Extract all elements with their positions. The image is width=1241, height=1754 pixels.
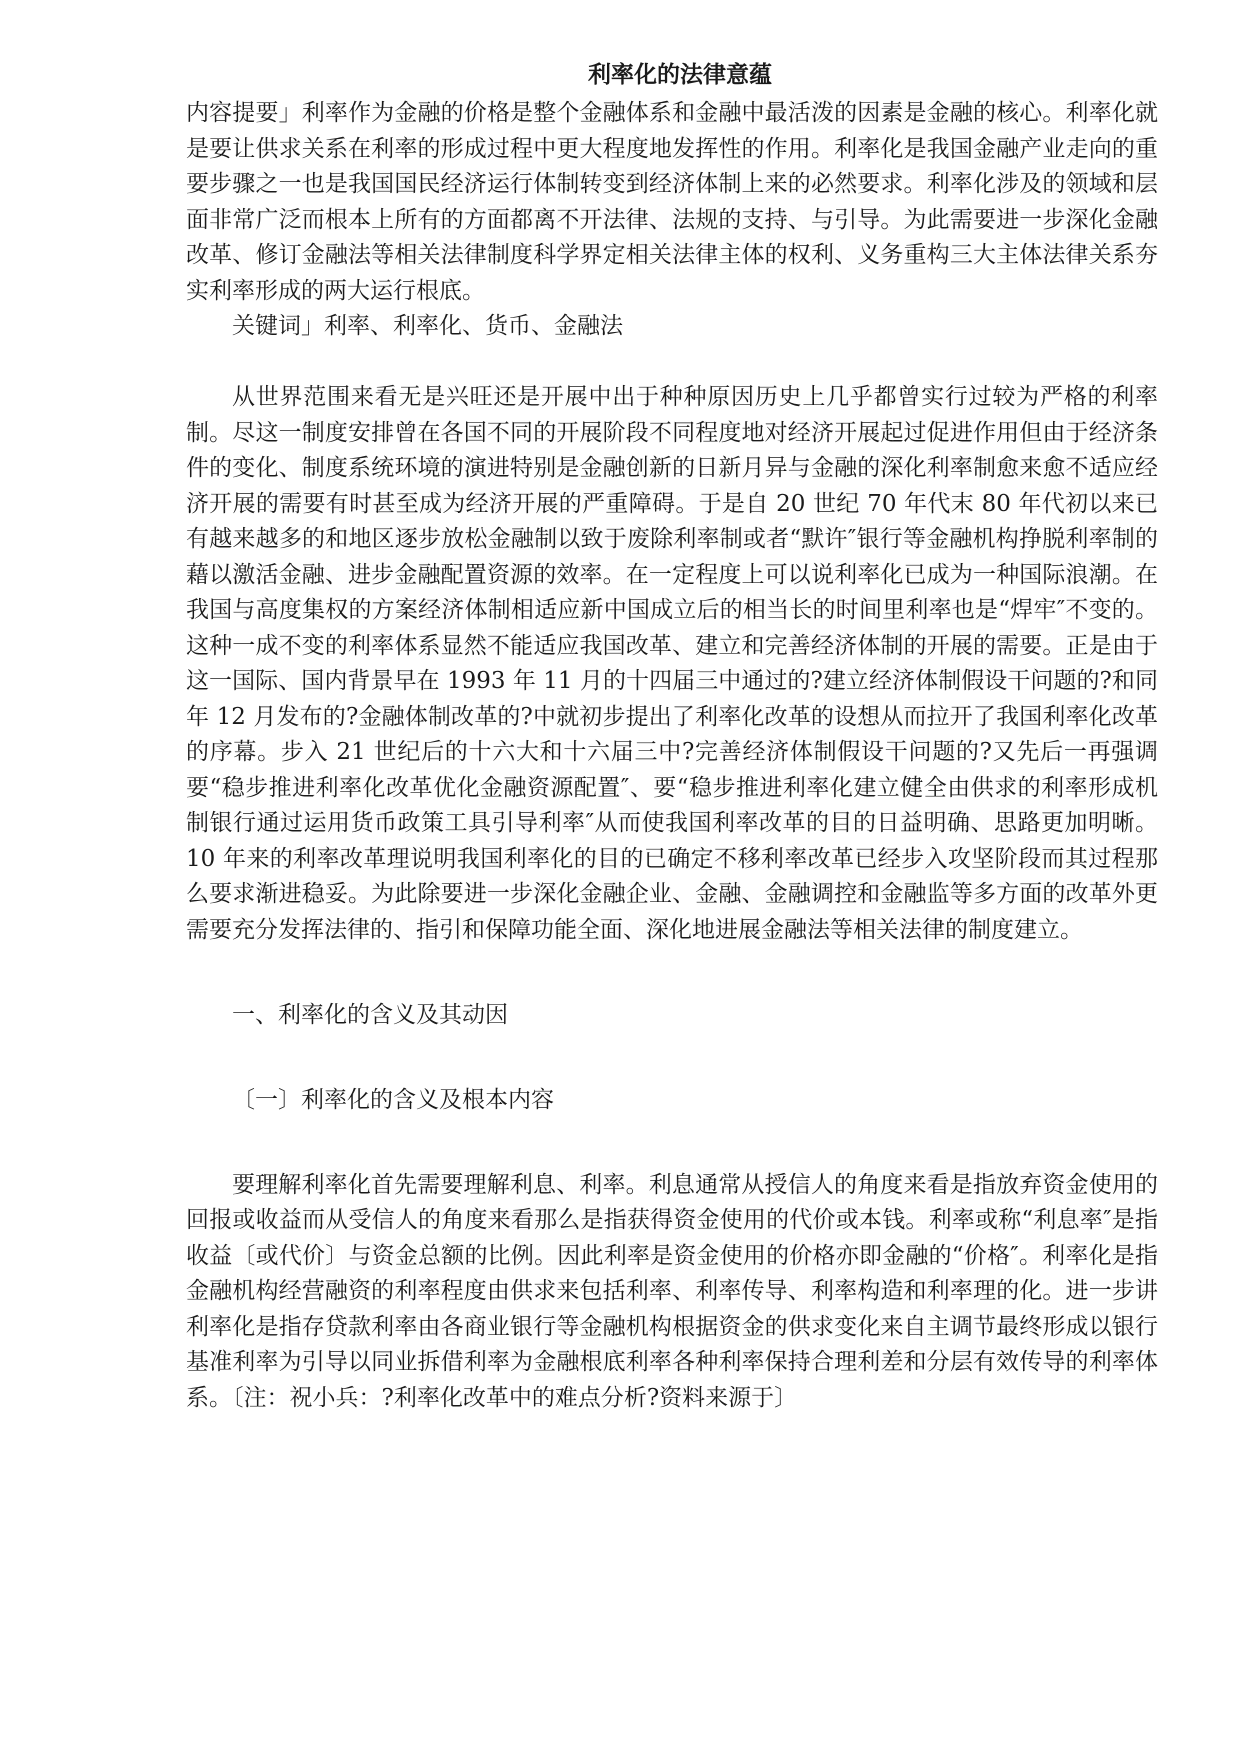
body-paragraph: 要理解利率化首先需要理解利息、利率。利息通常从授信人的角度来看是指放弃资金使用的回报或收益而从受信人的角度来看那么是指获得资金使用的代价或本钱。利率或称“利息率″是指收益〔或代价〕与资金总额的比例。因此利率是资金使用的价格亦即金融的“价格″。利率化是指金融机构经营融资的利率程度由供求来包括利率、利率传导、利率构造和利率理的化。进一步讲利率化是指存贷款利率由各商业银行等金融机构根据资金的供求变化来自主调节最终形成以银行基准利率为引导以同业拆借利率为金融根底利率各种利率保持合理利差和分层有效传导的利率体系。〔注：祝小兵：?利率化改革中的难点分析?资料来源于〕 (186, 1171, 1158, 1411)
abstract-paragraph: 内容提要」利率作为金融的价格是整个金融体系和金融中最活泼的因素是金融的核心。利率化就是要让供求关系在利率的形成过程中更大程度地发挥性的作用。利率化是我国金融产业走向的重要步骤之一也是我国国民经济运行体制转变到经济体制上来的必然要求。利率化涉及的领域和层面非常广泛而根本上所有的方面都离不开法律、法规的支持、与引导。为此需要进一步深化金融改革、修订金融法等相关法律制度科学界定相关法律主体的权利、义务重构三大主体法律关系夯实利率形成的两大运行根底。 (186, 100, 1158, 304)
spacer (186, 948, 1158, 984)
spacer (186, 1154, 1158, 1168)
intro-paragraph: 从世界范围来看无是兴旺还是开展中出于种种原因历史上几乎都曾实行过较为严格的利率制。尽这一制度安排曾在各国不同的开展阶段不同程度地对经济开展起过促进作用但由于经济条件的变化、制度系统环境的演进特别是金融创新的日新月异与金融的深化利率制愈来愈不适应经济开展的需要有时甚至成为经济开展的严重障碍。于是自 20 世纪 70 年代末 80 年代初以来已有越来越多的和地区逐步放松金融制以致于废除利率制或者“默许″银行等金融机构挣脱利率制的藉以激活金融、进步金融配置资源的效率。在一定程度上可以说利率化已成为一种国际浪潮。在我国与高度集权的方案经济体制相适应新中国成立后的相当长的时间里利率也是“焊牢″不变的。这种一成不变的利率体系显然不能适应我国改革、建立和完善经济体制的开展的需要。正是由于这一国际、国内背景早在 1993 年 11 月的十四届三中通过的?建立经济体制假设干问题的?和同年 12 月发布的?金融体制改革的?中就初步提出了利率化改革的设想从而拉开了我国利率化改革的序幕。步入 21 世纪后的十六大和十六届三中?完善经济体制假设干问题的?又先后一再强调要“稳步推进利率化改革优化金融资源配置″、要“稳步推进利率化建立健全由供求的利率形成机制银行通过运用货币政策工具引导利率″从而使我国利率改革的目的日益明确、思路更加明晰。10 年来的利率改革理说明我国利率化的目的已确定不移利率改革已经步入攻坚阶段而其过程那么要求渐进稳妥。为此除要进一步深化金融企业、金融、金融调控和金融监等多方面的改革外更需要充分发挥法律的、指引和保障功能全面、深化地进展金融法等相关法律的制度建立。 (186, 384, 1158, 943)
spacer (186, 1069, 1158, 1083)
keywords-line: 关键词」利率、利率化、货币、金融法 (232, 313, 623, 339)
section-heading: 一、利率化的含义及其动因 (232, 1001, 508, 1028)
document-page (186, 54, 1158, 1416)
spacer (186, 1033, 1158, 1069)
spacer (186, 984, 1158, 998)
spacer (186, 1118, 1158, 1154)
document-title: 利率化的法律意蕴 (588, 62, 772, 88)
spacer (186, 345, 1158, 381)
subsection-heading: 〔一〕利率化的含义及根本内容 (232, 1086, 554, 1113)
